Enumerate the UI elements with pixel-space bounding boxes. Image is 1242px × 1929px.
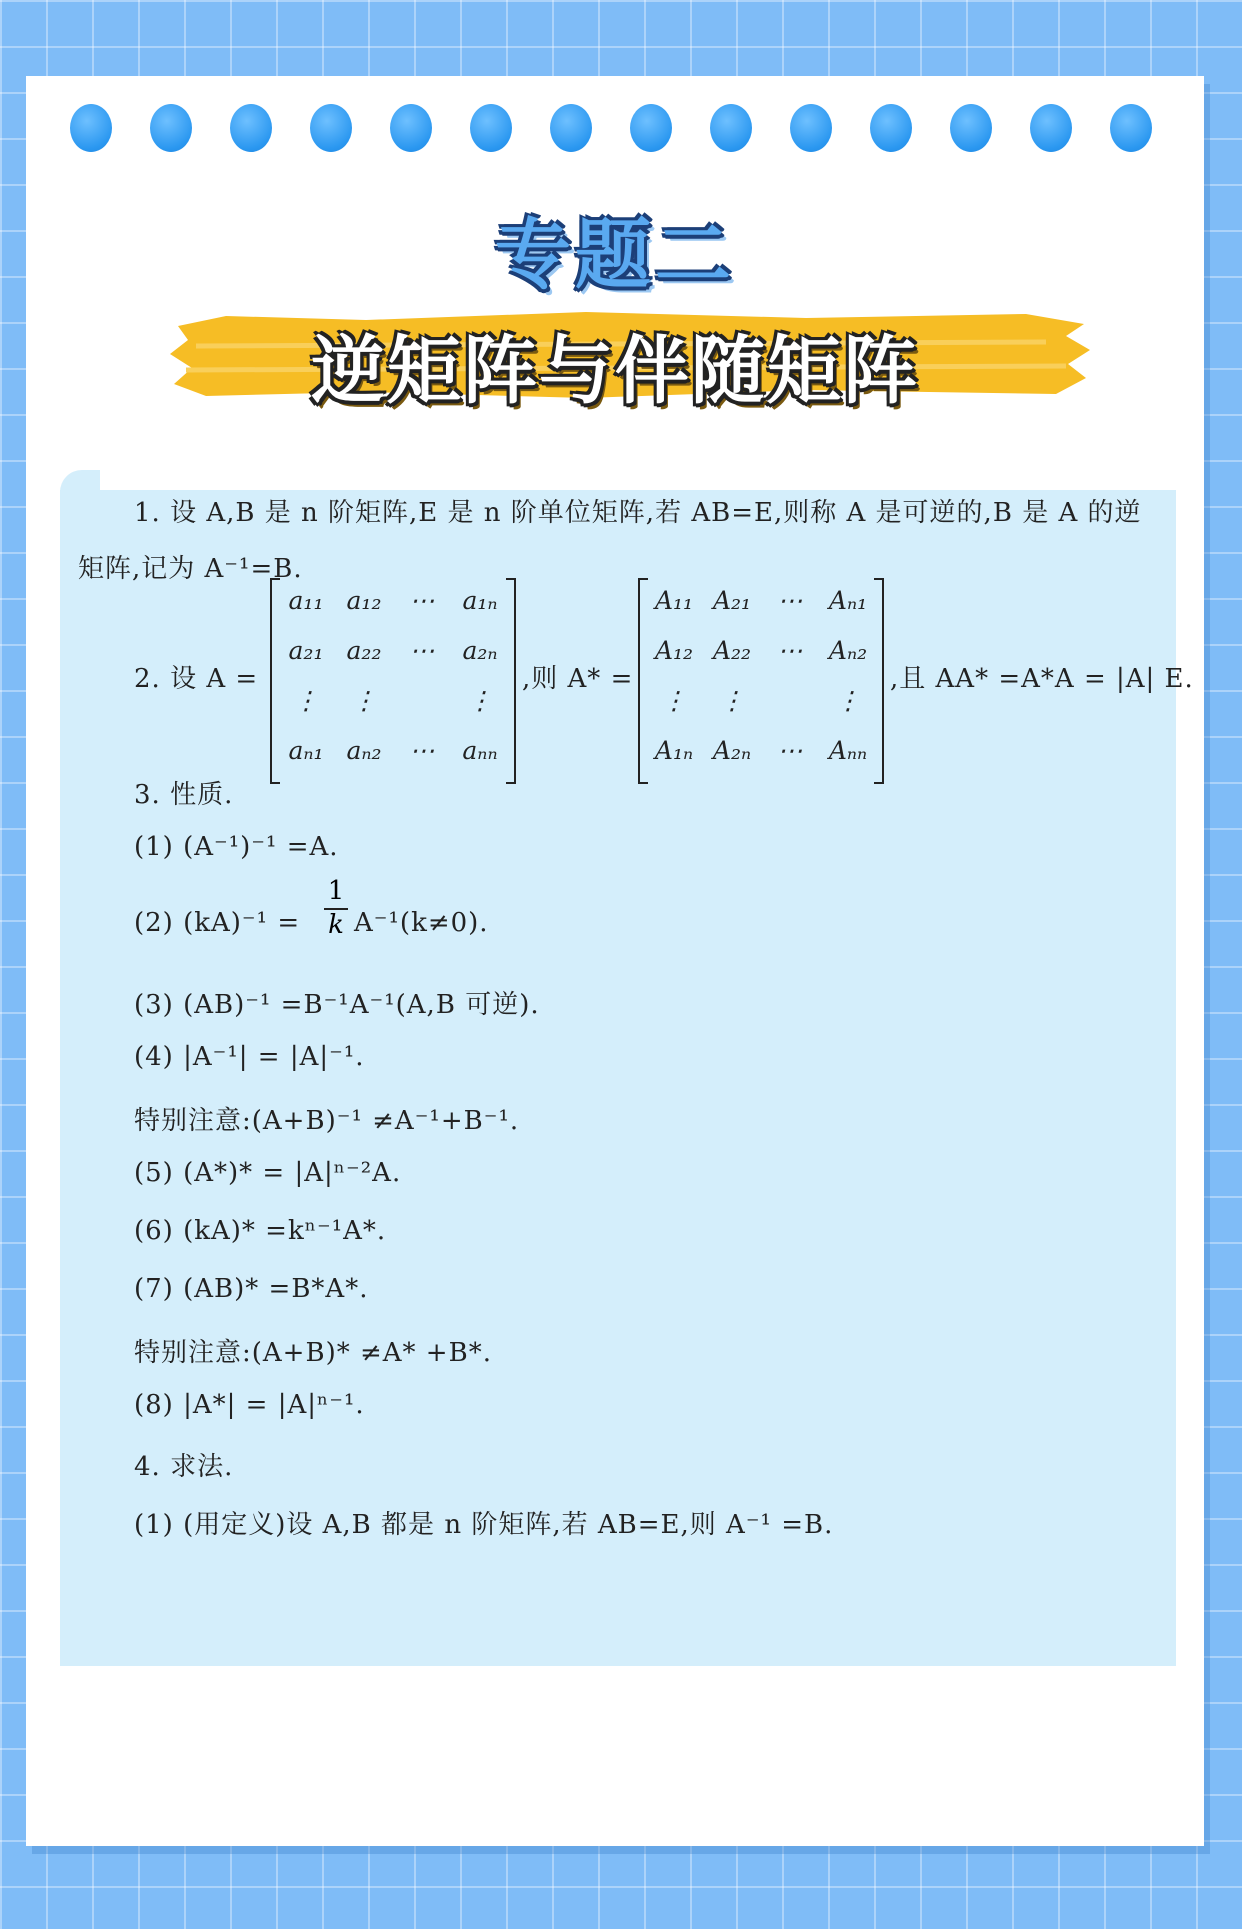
matrix-a (270, 578, 516, 784)
property-6: (6) (kA)* =kⁿ⁻¹A*. (134, 1216, 387, 1246)
matrix-entry: ⋯ (777, 636, 803, 665)
matrix-entry: a₂₂ (346, 636, 382, 665)
topic-title: 专题二 (495, 210, 735, 299)
property-4: (4) |A⁻¹| = |A|⁻¹. (134, 1042, 365, 1072)
methods-heading: 4. 求法. (134, 1452, 234, 1482)
topic-subtitle: 逆矩阵与伴随矩阵 (311, 328, 919, 414)
ring-hole (630, 104, 672, 152)
ring-hole (70, 104, 112, 152)
matrix-entry: Aₙ₁ (828, 586, 868, 615)
fraction (324, 876, 348, 940)
ring-hole (470, 104, 512, 152)
note-1: 特别注意:(A+B)⁻¹ ≠A⁻¹+B⁻¹. (134, 1106, 520, 1136)
property-1: (1) (A⁻¹)⁻¹ =A. (134, 832, 339, 862)
property-3: (3) (AB)⁻¹ =B⁻¹A⁻¹(A,B 可逆). (134, 990, 540, 1020)
ring-hole (870, 104, 912, 152)
paper-sheet (26, 76, 1204, 1846)
matrix-entry: ⋮ (293, 686, 319, 715)
ring-hole (790, 104, 832, 152)
note-2: 特别注意:(A+B)* ≠A* +B*. (134, 1338, 492, 1368)
matrix-entry: A₂₂ (712, 636, 752, 665)
ring-hole (150, 104, 192, 152)
matrix-entry: ⋮ (467, 686, 493, 715)
method-1: (1) (用定义)设 A,B 都是 n 阶矩阵,若 AB=E,则 A⁻¹ =B. (134, 1510, 834, 1540)
content-panel (60, 490, 1194, 1666)
ring-hole (950, 104, 992, 152)
matrix-entry: ⋯ (777, 736, 803, 765)
property-2-suffix: A⁻¹(k≠0). (354, 908, 489, 938)
property-8: (8) |A*| = |A|ⁿ⁻¹. (134, 1390, 365, 1420)
matrix-entry: A₁₁ (654, 586, 694, 615)
definition-line-1: 1. 设 A,B 是 n 阶矩阵,E 是 n 阶单位矩阵,若 AB=E,则称 A 是可逆的,B 是 A 的逆 (134, 498, 1142, 528)
matrix-entry: A₂ₙ (712, 736, 752, 765)
matrix-entry: ⋮ (719, 686, 745, 715)
matrix-entry: a₁ₙ (462, 586, 498, 615)
ring-hole (390, 104, 432, 152)
definition-line-2: 矩阵,记为 A⁻¹=B. (78, 554, 303, 584)
matrix-entry: A₂₁ (712, 586, 752, 615)
matrix-entry: ⋮ (661, 686, 687, 715)
adjoint-suffix: ,且 AA* =A*A = |A| E. (890, 664, 1194, 694)
matrix-entry: Aₙₙ (828, 736, 868, 765)
property-2-prefix: (2) (kA)⁻¹ = (134, 908, 301, 938)
ring-hole (710, 104, 752, 152)
matrix-entry: a₂ₙ (462, 636, 498, 665)
matrix-entry: aₙₙ (462, 736, 498, 765)
matrix-entry: ⋮ (835, 686, 861, 715)
ring-hole (230, 104, 272, 152)
matrix-entry: A₁ₙ (654, 736, 694, 765)
matrix-entry: aₙ₁ (288, 736, 324, 765)
matrix-entry: ⋯ (409, 586, 435, 615)
matrix-entry: Aₙ₂ (828, 636, 868, 665)
matrix-entry: a₁₁ (288, 586, 324, 615)
property-7: (7) (AB)* =B*A*. (134, 1274, 369, 1304)
adjoint-middle: ,则 A* = (522, 664, 634, 694)
panel-tab (60, 470, 100, 492)
property-5: (5) (A*)* = |A|ⁿ⁻²A. (134, 1158, 402, 1188)
ring-hole (550, 104, 592, 152)
properties-heading: 3. 性质. (134, 780, 234, 810)
binder-rings (70, 104, 1160, 160)
ring-hole (1030, 104, 1072, 152)
matrix-entry: ⋯ (409, 636, 435, 665)
matrix-entry: A₁₂ (654, 636, 694, 665)
matrix-entry: ⋮ (351, 686, 377, 715)
ring-hole (1110, 104, 1152, 152)
matrix-entry: a₁₂ (346, 586, 382, 615)
matrix-entry: a₂₁ (288, 636, 324, 665)
fraction-denominator: k (328, 910, 344, 940)
torn-paper-edge (0, 1770, 1242, 1929)
adjoint-prefix: 2. 设 A = (134, 664, 259, 694)
matrix-entry: aₙ₂ (346, 736, 382, 765)
ring-hole (310, 104, 352, 152)
fraction-numerator: 1 (327, 876, 345, 906)
matrix-entry: ⋯ (409, 736, 435, 765)
matrix-adjoint (638, 578, 884, 784)
matrix-entry: ⋯ (777, 586, 803, 615)
